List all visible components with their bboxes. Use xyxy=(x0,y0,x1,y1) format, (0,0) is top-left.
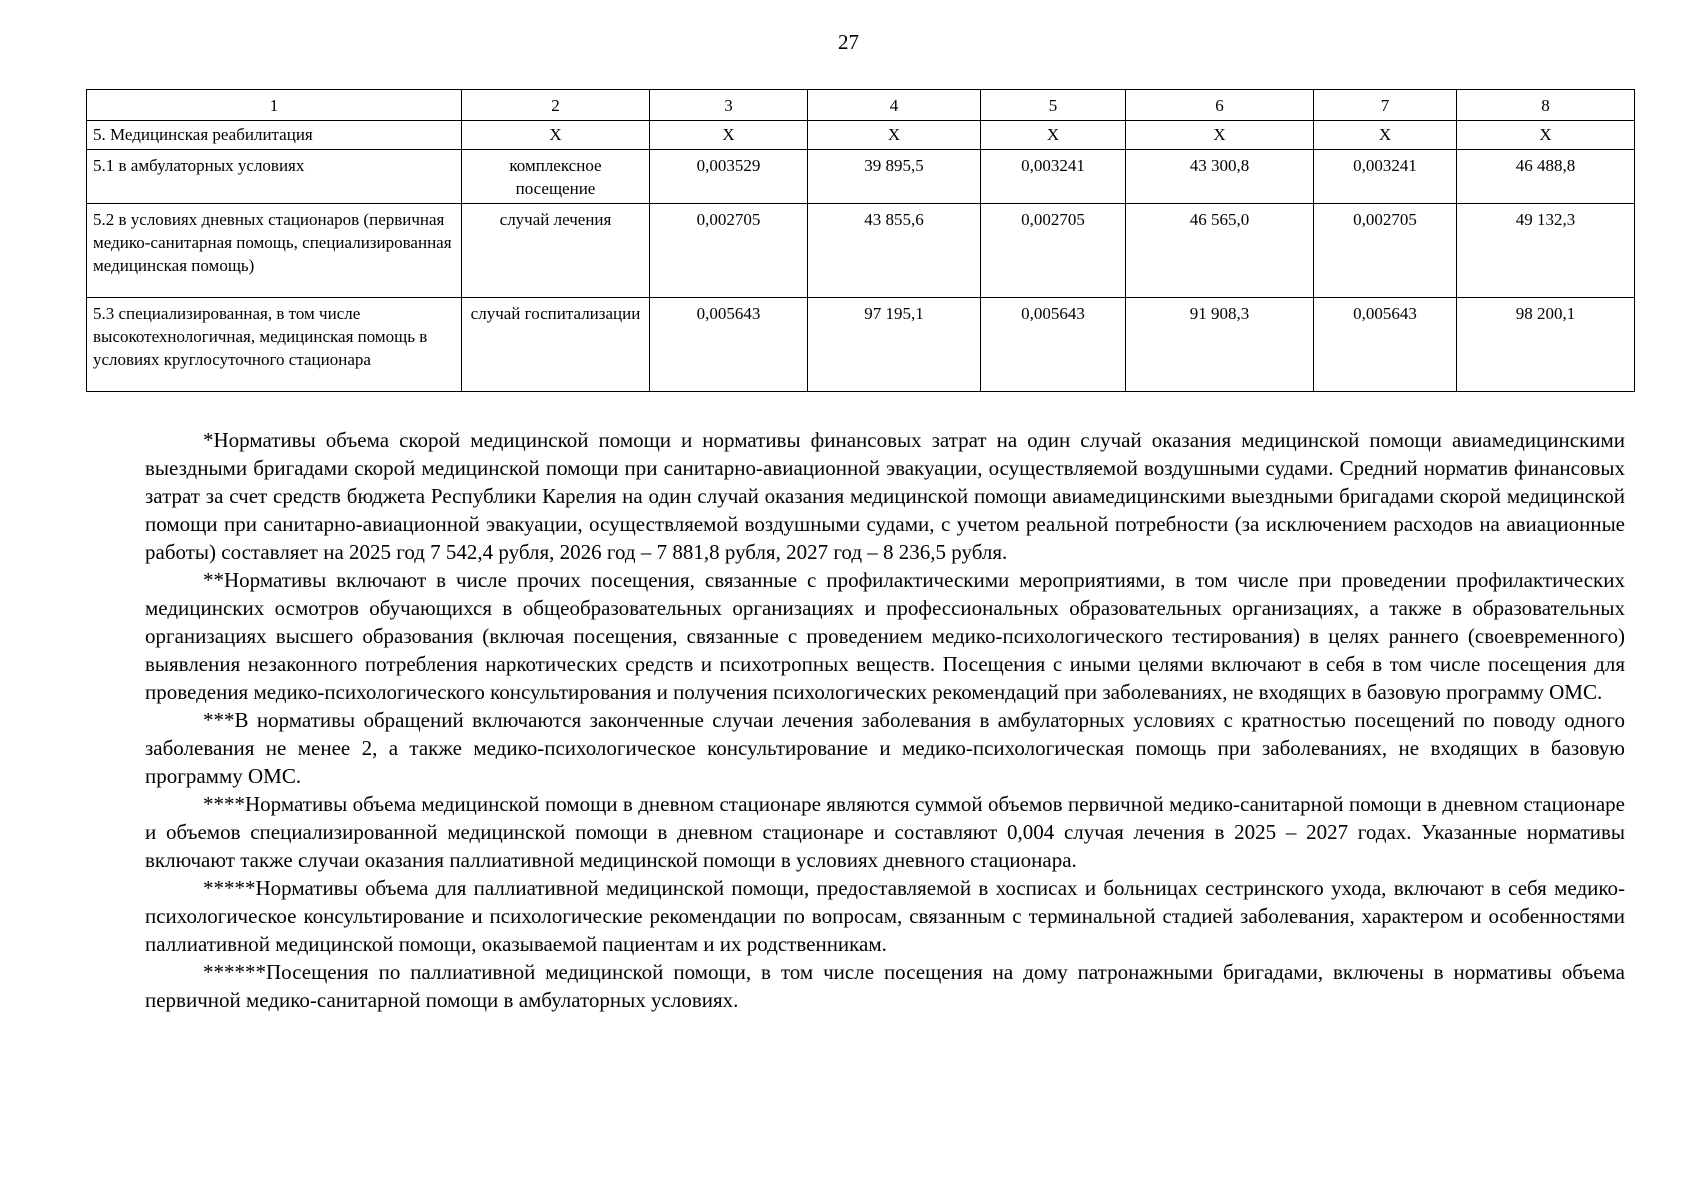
table-cell: 0,005643 xyxy=(650,298,808,392)
table-cell: Х xyxy=(1457,121,1635,150)
table-cell: Х xyxy=(981,121,1126,150)
table-cell: 0,003529 xyxy=(650,150,808,204)
footnote-1: *Нормативы объема скорой медицинской помощи и нормативы финансовых затрат на один случай оказания медицинской помощи авиамедицинскими выездными бригадами скорой медицинской помощи при санитарно-авиационной эвакуации, осуществляемой воздушными судами. Средний норматив финансовых затрат за счет средств бюджета Республики Карелия на один случай оказания медицинской помощи авиамедицинскими выездными бригадами скорой медицинской помощи при санитарно-авиационной эвакуации, осуществляемой воздушными судами, с учетом реальной потребности (за исключением расходов на авиационные работы) составляет на 2025 год 7 542,4 рубля, 2026 год – 7 881,8 рубля, 2027 год – 8 236,5 рубля. xyxy=(145,428,1625,564)
footnote-5: *****Нормативы объема для паллиативной медицинской помощи, предоставляемой в хосписах и больницах сестринского ухода, включают в себя медико-психологическое консультирование и психологические рекомендации по вопросам, связанным с терминальной стадией заболевания, характером и особенностями паллиативной медицинской помощи, оказываемой пациентам и их родственникам. xyxy=(145,876,1625,956)
footnote-6: ******Посещения по паллиативной медицинской помощи, в том числе посещения на дому патронажными бригадами, включены в нормативы объема первичной медико-санитарной помощи в амбулаторных условиях. xyxy=(145,960,1625,1012)
table-cell: 39 895,5 xyxy=(808,150,981,204)
table-cell: 0,002705 xyxy=(981,204,1126,298)
table-cell: 0,002705 xyxy=(1314,204,1457,298)
column-number: 8 xyxy=(1457,90,1635,121)
column-number: 7 xyxy=(1314,90,1457,121)
column-number: 6 xyxy=(1126,90,1314,121)
table-cell: 43 300,8 xyxy=(1126,150,1314,204)
unit-cell: случай лечения xyxy=(462,204,650,298)
footnotes xyxy=(145,426,1625,1014)
table-cell: 0,002705 xyxy=(650,204,808,298)
column-number: 4 xyxy=(808,90,981,121)
table-cell: 43 855,6 xyxy=(808,204,981,298)
table-cell: 0,005643 xyxy=(1314,298,1457,392)
footnote-3: ***В нормативы обращений включаются законченные случаи лечения заболевания в амбулаторных условиях с кратностью посещений по поводу одного заболевания не менее 2, а также медико-психологическое консультирование и медико-психологическая помощь при заболеваниях, не входящих в базовую программу ОМС. xyxy=(145,708,1625,788)
table-cell: 0,003241 xyxy=(981,150,1126,204)
table-row xyxy=(87,298,1635,392)
column-number: 1 xyxy=(87,90,462,121)
unit-cell: случай госпитализации xyxy=(462,298,650,392)
table-cell: 91 908,3 xyxy=(1126,298,1314,392)
row-name: 5.3 специализированная, в том числе высокотехнологичная, медицинская помощь в условиях круглосуточного стационара xyxy=(87,298,462,392)
table-cell: 98 200,1 xyxy=(1457,298,1635,392)
table-cell: Х xyxy=(650,121,808,150)
page-number: 27 xyxy=(838,30,859,54)
footnote-4: ****Нормативы объема медицинской помощи в дневном стационаре являются суммой объемов первичной медико-санитарной помощи в дневном стационаре и объемов специализированной медицинской помощи в дневном стационаре и составляют 0,004 случая лечения в 2025 – 2027 годах. Указанные нормативы включают также случаи оказания паллиативной медицинской помощи в условиях дневного стационара. xyxy=(145,792,1625,872)
table-cell: 46 565,0 xyxy=(1126,204,1314,298)
table-row xyxy=(87,150,1635,204)
table-cell: Х xyxy=(808,121,981,150)
table-cell: 0,003241 xyxy=(1314,150,1457,204)
footnote-2: **Нормативы включают в числе прочих посещения, связанные с профилактическими мероприятиями, в том числе при проведении профилактических медицинских осмотров обучающихся в общеобразовательных организациях и профессиональных образовательных организациях, а также в образовательных организациях высшего образования (включая посещения, связанные с проведением медико-психологического тестирования) в целях раннего (своевременного) выявления незаконного потребления наркотических средств и психотропных веществ. Посещения с иными целями включают в себя в том числе посещения для проведения медико-психологического консультирования и получения психологических рекомендаций при заболеваниях, не входящих в базовую программу ОМС. xyxy=(145,568,1625,704)
table-cell: 97 195,1 xyxy=(808,298,981,392)
table-row xyxy=(87,204,1635,298)
table-cell: 46 488,8 xyxy=(1457,150,1635,204)
column-number: 2 xyxy=(462,90,650,121)
table-cell: Х xyxy=(462,121,650,150)
table-cell: 49 132,3 xyxy=(1457,204,1635,298)
column-number: 3 xyxy=(650,90,808,121)
table-cell: 0,005643 xyxy=(981,298,1126,392)
row-name: 5.1 в амбулаторных условиях xyxy=(87,150,462,204)
table-cell: Х xyxy=(1126,121,1314,150)
norms-table xyxy=(86,89,1635,392)
column-number-row xyxy=(87,90,1635,121)
column-number: 5 xyxy=(981,90,1126,121)
row-name: 5.2 в условиях дневных стационаров (первичная медико-санитарная помощь, специализированная медицинская помощь) xyxy=(87,204,462,298)
table-cell: Х xyxy=(1314,121,1457,150)
row-name: 5. Медицинская реабилитация xyxy=(87,121,462,150)
unit-cell: комплексное посещение xyxy=(462,150,650,204)
table-row xyxy=(87,121,1635,150)
